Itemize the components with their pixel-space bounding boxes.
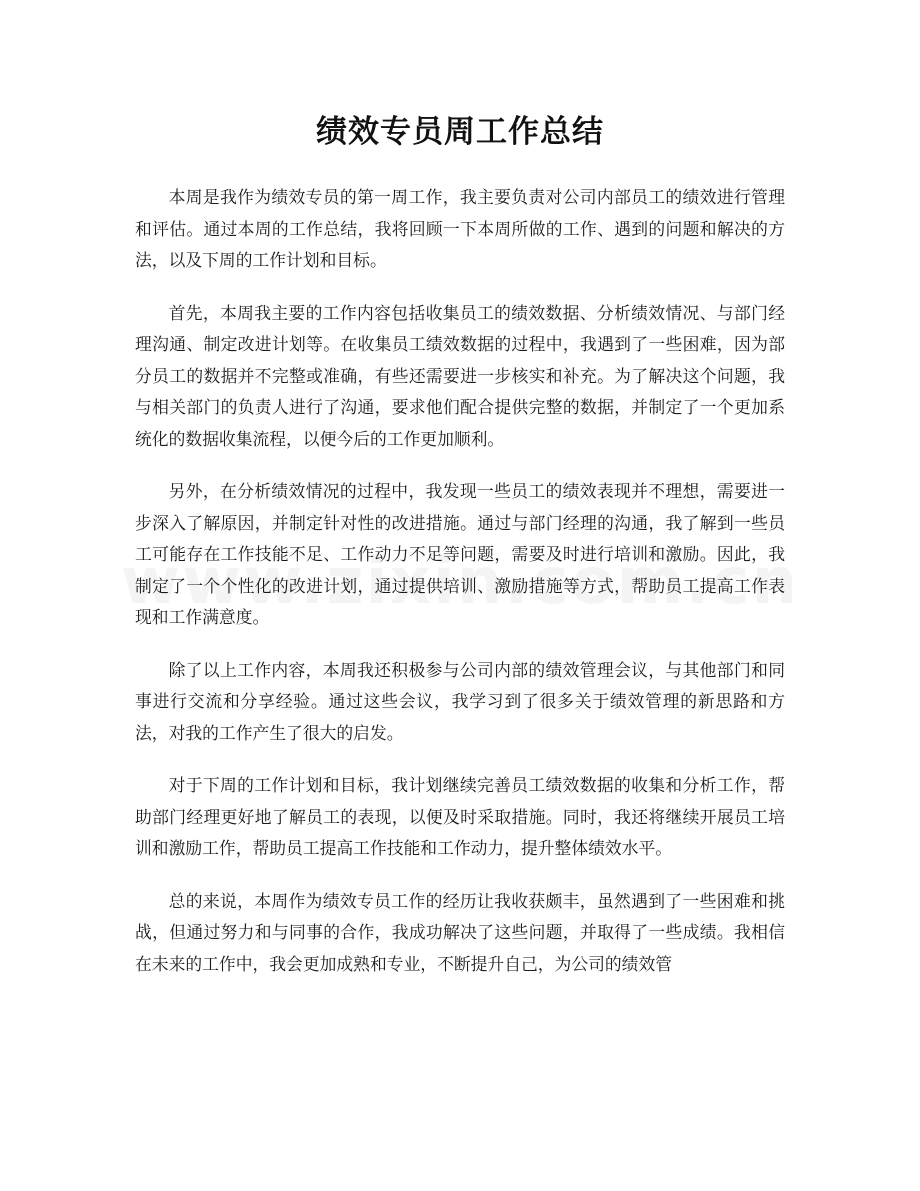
paragraph-5: 对于下周的工作计划和目标，我计划继续完善员工绩效数据的收集和分析工作，帮助部门经理更好地了解员工的表现，以便及时采取措施。同时，我还将继续开展员工培训和激励工作，帮助员工提高工作技能和工作动力，提升整体绩效水平。: [135, 775, 785, 858]
paragraph-2: 首先，本周我主要的工作内容包括收集员工的绩效数据、分析绩效情况、与部门经理沟通、制定改进计划等。在收集员工绩效数据的过程中，我遇到了一些困难，因为部分员工的数据并不完整或准确，有些还需要进一步核实和补充。为了解决这个问题，我与相关部门的负责人进行了沟通，要求他们配合提供完整的数据，并制定了一个更加系统化的数据收集流程，以便今后的工作更加顺利。: [135, 302, 785, 449]
paragraph-3: 另外，在分析绩效情况的过程中，我发现一些员工的绩效表现并不理想，需要进一步深入了解原因，并制定针对性的改进措施。通过与部门经理的沟通，我了解到一些员工可能存在工作技能不足、工作动力不足等问题，需要及时进行培训和激励。因此，我制定了一个个性化的改进计划，通过提供培训、激励措施等方式，帮助员工提高工作表现和工作满意度。: [135, 481, 785, 627]
document-body: [135, 182, 785, 1001]
document-title: 绩效专员周工作总结: [316, 114, 604, 150]
paragraph-6: 总的来说，本周作为绩效专员工作的经历让我收获颇丰，虽然遇到了一些困难和挑战，但通过努力和与同事的合作，我成功解决了这些问题，并取得了一些成绩。我相信在未来的工作中，我会更加成熟和专业，不断提升自己，为公司的绩效管: [135, 890, 785, 974]
paragraph-4: 除了以上工作内容，本周我还积极参与公司内部的绩效管理会议，与其他部门和同事进行交流和分享经验。通过这些会议，我学习到了很多关于绩效管理的新思路和方法，对我的工作产生了很大的启发。: [135, 659, 785, 743]
paragraph-1: 本周是我作为绩效专员的第一周工作，我主要负责对公司内部员工的绩效进行管理和评估。通过本周的工作总结，我将回顾一下本周所做的工作、遇到的问题和解决的方法，以及下周的工作计划和目标。: [135, 187, 785, 270]
